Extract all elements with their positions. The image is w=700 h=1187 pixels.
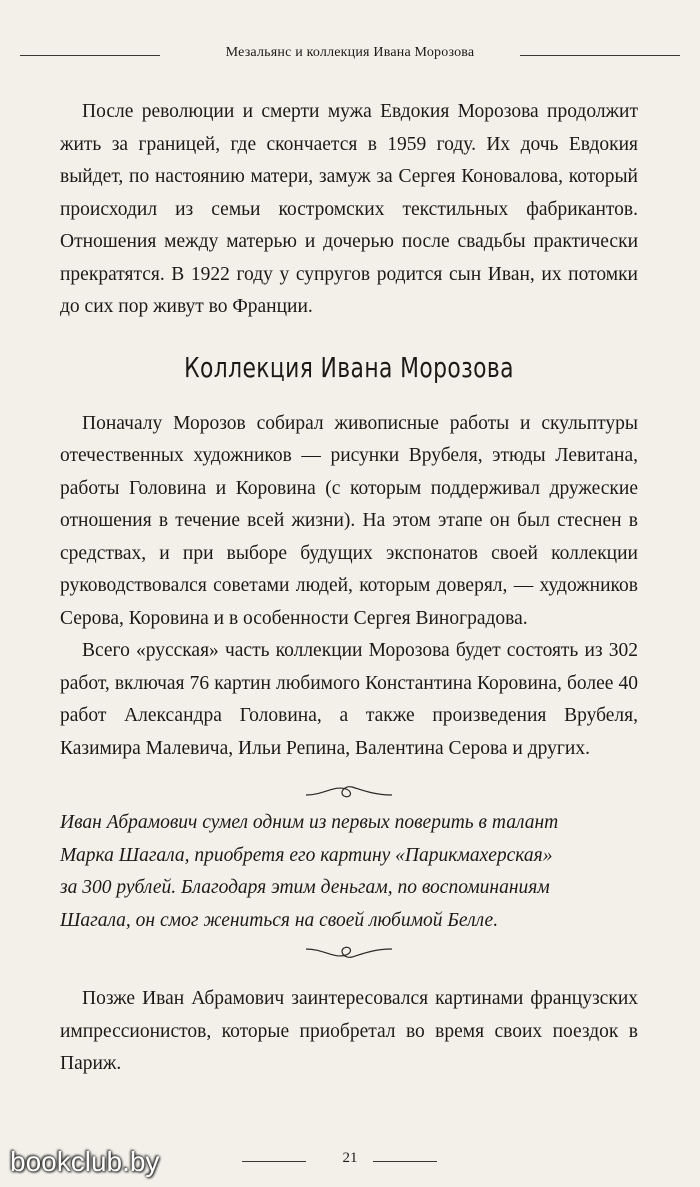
quote-line: за 300 рублей. Благодаря этим деньгам, по воспоминаниям: [60, 877, 550, 898]
watermark-logo: bookclub.by: [10, 1146, 160, 1177]
running-header: [20, 40, 680, 70]
chagall-quote: [60, 807, 638, 937]
quote-line: Марка Шагала, приобретя его картину «Парикмахерская»: [60, 844, 553, 866]
page-number: 21: [342, 1150, 358, 1166]
section-heading: Коллекция Ивана Морозова: [184, 350, 514, 384]
flourish-bottom-ornament: [304, 941, 394, 969]
header-rule-right: [520, 55, 680, 56]
quote-line: Иван Абрамович сумел одним из первых поверить в талант: [60, 812, 559, 833]
running-title: Мезальянс и коллекция Ивана Морозова: [225, 45, 475, 60]
footer-rule-right: [373, 1161, 437, 1162]
page-content: [60, 96, 638, 1081]
paragraph-impressionists: Позже Иван Абрамович заинтересовался картинами французских импрессионистов, которые приобретал во время своих поездок в Париж.: [60, 988, 638, 1074]
quote-line: Шагала, он смог жениться на своей любимой Белле.: [60, 909, 499, 931]
paragraph-early-collecting: Поначалу Морозов собирал живописные работы и скульптуры отечественных художников — рисунки Врубеля, этюды Левитана, работы Головина и Коровина (с которым поддерживал дружеские отношения в течение всей жизни). На этом этапе он был стеснен в средствах, и при выборе будущих экспонатов своей коллекции руководствовался советами людей, которым доверял, — художников Серова, Коровина и в особенности Сергея Виноградова.: [60, 412, 638, 629]
paragraph-after-revolution: После революции и смерти мужа Евдокия Морозова продолжит жить за границей, где скончается в 1959 году. Их дочь Евдокия выйдет, по настоянию матери, замуж за Сергея Коновалова, который происходил из семьи костромских текстильных фабрикантов. Отношения между матерью и дочерью после свадьбы практически прекратятся. В 1922 году у супругов родится сын Иван, их потомки до сих пор живут во Франции.: [60, 101, 638, 317]
flourish-top-ornament: [304, 775, 394, 803]
paragraph-russian-part: Всего «русская» часть коллекции Морозова будет состоять из 302 работ, включая 76 картин любимого Константина Коровина, более 40 работ Александра Головина, а также произведения Врубеля, Казимира Малевича, Ильи Репина, Валентина Серова и других.: [60, 640, 638, 759]
